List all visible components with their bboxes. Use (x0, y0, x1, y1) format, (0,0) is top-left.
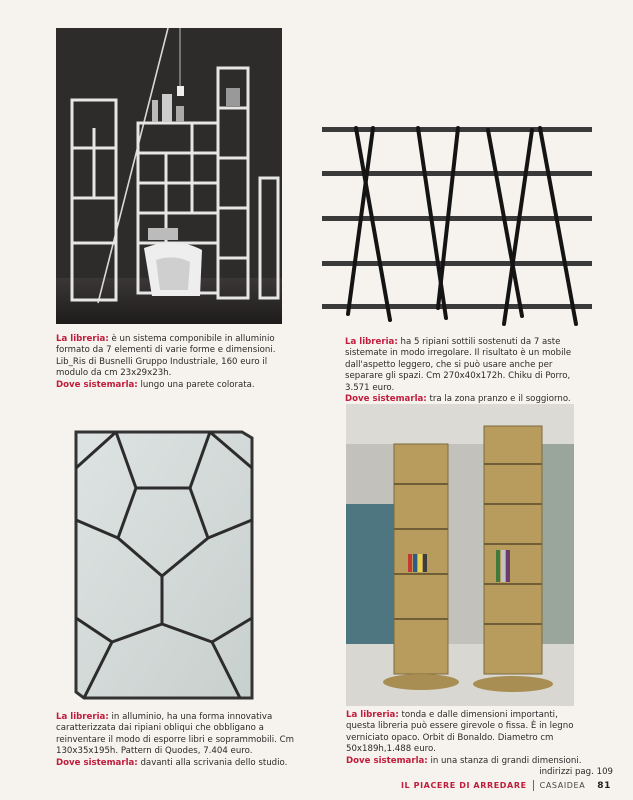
addresses-reference: indirizzi pag. 109 (539, 767, 613, 777)
caption-label: La libreria: (56, 334, 109, 344)
where-text: lungo una parete colorata. (137, 379, 255, 390)
caption-text: tonda e dalle dimensioni importanti, questa libreria può essere girevole o fissa. È in legno verniciato opaco. Orbit di Bonaldo. Diametro cm 50x189h,1.488 euro. (346, 710, 574, 755)
magazine-name: CASAIDEA (539, 781, 586, 790)
caption-label: La libreria: (56, 712, 109, 722)
where-label: Dove sistemarla: (345, 394, 427, 405)
caption-chiku (345, 337, 590, 405)
photo-pattern (72, 428, 254, 706)
caption-body (56, 334, 286, 380)
caption-where (56, 758, 306, 769)
photo-orbit (346, 404, 574, 706)
caption-lib-ris (56, 334, 286, 391)
footer-divider (533, 780, 534, 791)
caption-where (346, 756, 586, 767)
where-text: davanti alla scrivania dello studio. (137, 757, 288, 768)
caption-text: è un sistema componibile in alluminio formato da 7 elementi di varie forme e dimensioni. Lib_Ris di Busnelli Gruppo Industriale, 160 euro il modulo da cm 23x29x23h. (56, 334, 276, 379)
caption-label: La libreria: (345, 337, 398, 347)
caption-body (346, 710, 586, 756)
caption-body (56, 712, 306, 758)
where-label: Dove sistemarla: (56, 379, 138, 390)
where-label: Dove sistemarla: (346, 755, 428, 766)
caption-orbit (346, 710, 586, 767)
where-text: in una stanza di grandi dimensioni. (427, 755, 582, 766)
caption-pattern (56, 712, 306, 769)
caption-body (345, 337, 590, 394)
where-label: Dove sistemarla: (56, 757, 138, 768)
caption-where (56, 380, 286, 391)
caption-label: La libreria: (346, 710, 399, 720)
caption-where (345, 394, 590, 405)
section-title: IL PIACERE DI ARREDARE (400, 781, 527, 790)
page-footer (401, 780, 611, 791)
photo-chiku (318, 118, 596, 328)
page-number: 81 (597, 780, 611, 791)
photo-lib-ris (56, 28, 282, 324)
caption-text: ha 5 ripiani sottili sostenuti da 7 aste sistemate in modo irregolare. Il risultato è un mobile dall'aspetto leggero, che si può usare anche per separare gli spazi. Cm 270x40x172h. Chiku di Porro, 3.571 euro. (345, 337, 572, 393)
where-text: tra la zona pranzo e il soggiorno. (426, 394, 571, 405)
caption-text: in alluminio, ha una forma innovativa caratterizzata dai ripiani obliqui che obbligano a reinventare il modo di esporre libri e soprammobili. Cm 130x35x195h. Pattern di Quodes, 7.404 euro. (56, 712, 295, 757)
